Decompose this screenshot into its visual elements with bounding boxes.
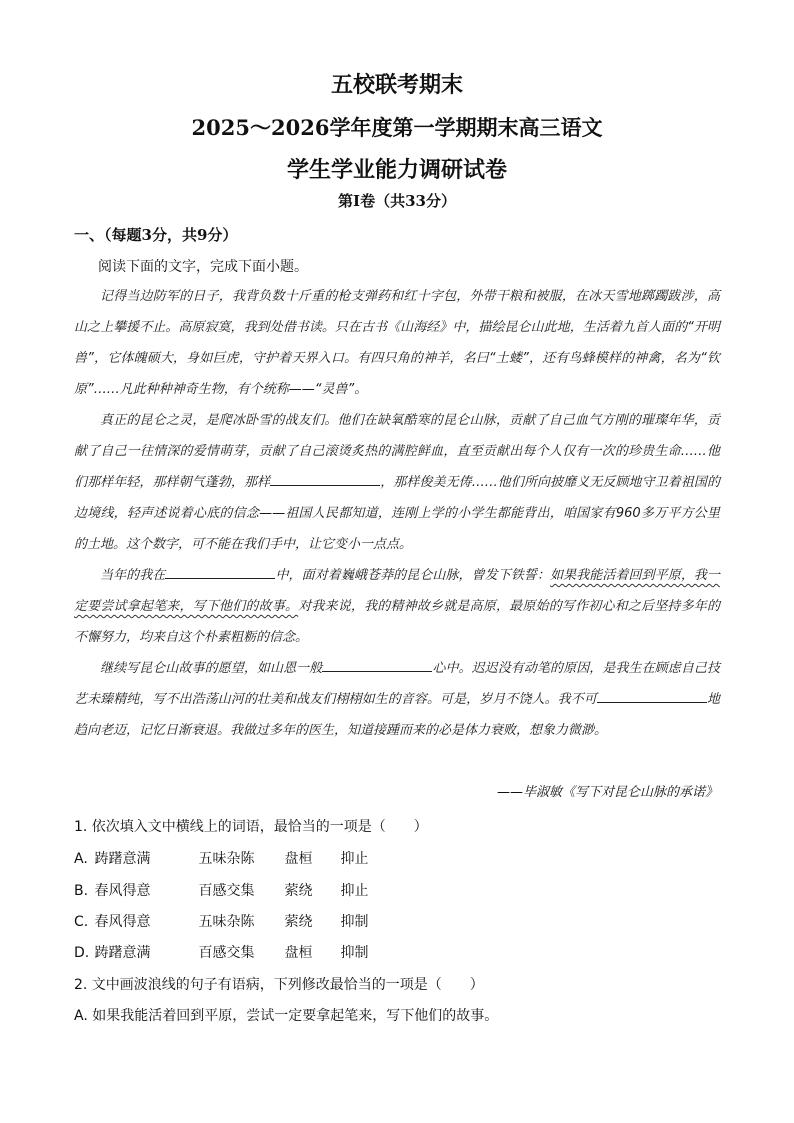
exam-title-paper: 学生学业能力调研试卷 (286, 157, 507, 183)
passage-text: 对我来说，我的精神故乡就是高原，最原始的写作初心和之后坚持多年的不懈努力，均来自这个朴素粗粝的信念。 (74, 599, 720, 645)
option-word: 踌躇意满 (94, 851, 151, 867)
option-word: 春风得意 (94, 883, 151, 899)
option-word: 盘桓 (284, 851, 313, 867)
wavy-underlined-sentence: 如果我能活着回到平原，我一定要尝试拿起笔来，写下他们的故事。 (74, 568, 720, 614)
passage-source: ——毕淑敏《写下对昆仑山脉的承诺》 (496, 785, 718, 800)
passage-paragraph-4 (74, 653, 720, 746)
passage-text: ，那样俊美无俦……他们所向披靡义无反顾地守卫着祖国的边境线，轻声述说着心底的信念——祖国人民都知道，连刚上学的小学生都能背出，咱国家有960多万平方公里的土地。这个数字，可不能在我们手中，让它变小一点点。 (74, 475, 720, 552)
option-word: 抑止 (340, 851, 369, 867)
passage-paragraph-1 (74, 281, 720, 405)
fill-blank-4 (597, 688, 707, 703)
fill-blank-3 (322, 657, 432, 672)
option-letter: D. (74, 945, 90, 961)
passage-paragraph-3 (74, 560, 720, 653)
question-2-stem: 2. 文中画波浪线的句子有语病，下列修改最恰当的一项是（ ） (74, 977, 484, 993)
question-1-option-a[interactable] (74, 848, 380, 868)
passage-text: 记得当边防军的日子，我背负数十斤重的枪支弹药和红十字包，外带干粮和被服，在冰天雪地踯躅跋涉，高山之上攀援不止。高原寂寞，我到处借书读。只在古书《山海经》中，描绘昆仑山此地，生活着九首人面的“开明兽”，它体魄硕大，身如巨虎，守护着天界入口。有四只角的神羊，名曰“土蝼”，还有鸟蜂模样的神禽，名为“钦原”……凡此种种神奇生物，有个统称——“灵兽”。 (74, 289, 720, 397)
option-letter: B. (74, 883, 89, 899)
exam-title-school: 五校联考期末 (330, 72, 463, 98)
question-1-option-c[interactable] (74, 911, 380, 931)
option-word: 抑制 (340, 945, 369, 961)
volume-label: 第Ⅰ卷（共33分） (338, 192, 456, 210)
option-letter: C. (74, 914, 89, 930)
passage-text: 中，面对着巍峨苍莽的昆仑山脉，曾发下铁誓： (275, 568, 551, 583)
question-1-option-b[interactable] (74, 880, 380, 900)
section-heading: 一、（每题3分，共9分） (74, 226, 238, 244)
passage-text: 真正的昆仑之灵，是爬冰卧雪的战友们。他们在缺氧酷寒的昆仑山脉，贡献了自己血气方刚的璀璨年华，贡献了自己一往情深的爱情萌芽，贡献了自己滚烫炙热的满腔鲜血，直至贡献出每个人仅有一次的珍贵生命……他们那样年轻，那样朝气蓬勃，那样 (74, 413, 720, 490)
option-word: 萦绕 (284, 914, 313, 930)
passage-paragraph-2 (74, 405, 720, 560)
option-word: 萦绕 (284, 883, 313, 899)
option-word: 五味杂陈 (198, 914, 255, 930)
passage-text: 心中。迟迟没有动笔的原因，是我生在顾虑自己技艺未臻精纯，写不出浩荡山河的壮美和战友们栩栩如生的音容。可是，岁月不饶人。我不可 (74, 661, 720, 707)
option-word: 抑止 (340, 883, 369, 899)
passage-text: 继续写昆仑山故事的愿望，如山恩一般 (100, 661, 323, 676)
option-word: 踌躇意满 (94, 945, 151, 961)
question-2-option-a[interactable]: A. 如果我能活着回到平原，尝试一定要拿起笔来，写下他们的故事。 (74, 1008, 499, 1024)
option-word: 抑制 (340, 914, 369, 930)
option-word: 五味杂陈 (198, 851, 255, 867)
question-1-stem: 1. 依次填入文中横线上的词语，最恰当的一项是（ ） (74, 819, 428, 835)
option-word: 春风得意 (94, 914, 151, 930)
option-word: 百感交集 (198, 883, 255, 899)
exam-title-year: 2025～2026学年度第一学期期末高三语文 (191, 115, 603, 140)
passage-text: 当年的我在 (100, 568, 166, 583)
option-word: 百感交集 (198, 945, 255, 961)
fill-blank-2 (270, 471, 380, 486)
reading-instruction: 阅读下面的文字，完成下面小题。 (98, 259, 308, 275)
option-letter: A. (74, 851, 88, 867)
option-word: 盘桓 (284, 945, 313, 961)
fill-blank-1 (165, 564, 275, 579)
question-1-option-d[interactable] (74, 942, 380, 962)
passage-text: 地趋向老迈，记忆日渐衰退。我做过多年的医生，知道接踵而来的必是体力衰败，想象力微渺。 (74, 692, 720, 738)
